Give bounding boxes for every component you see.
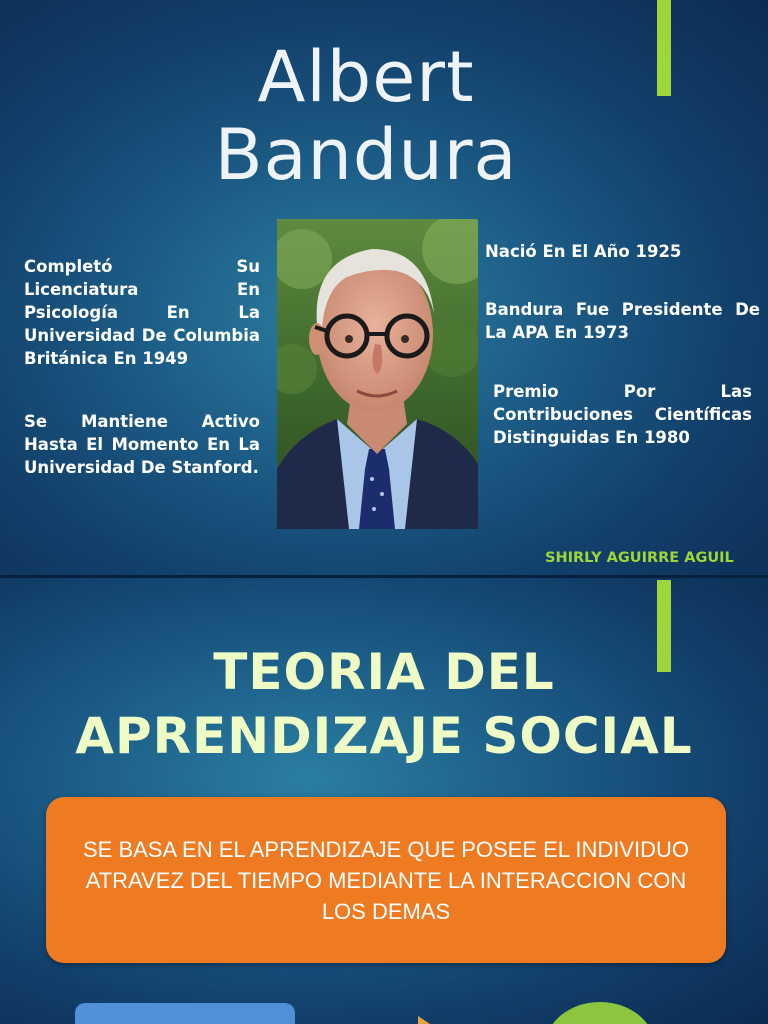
left-text-stanford: Se Mantiene Activo Hasta El Momento En La Universidad De Stanford. [24,412,260,477]
title2-line-1: TEORIA DEL [213,643,555,701]
slide2-title [0,640,768,768]
right-text-presidente: Bandura Fue Presidente De La APA En 1973 [485,300,760,342]
title-line-1: Albert [257,36,475,118]
green-circle-shape [545,1002,655,1024]
blue-box-shape [75,1003,295,1024]
title2-line-2: APRENDIZAJE SOCIAL [75,707,693,765]
right-text-premio: Premio Por Las Contribuciones Científicas Distinguidas En 1980 [493,382,752,447]
title-line-2: Bandura [214,114,518,196]
slide-title [0,38,732,194]
definition-text: SE BASA EN EL APRENDIZAJE QUE POSEE EL INDIVIDUO ATRAVEZ DEL TIEMPO MEDIANTE LA INTERACCION CON LOS DEMAS [83,836,689,924]
left-text-licenciatura: Completó Su Licenciatura En Psicología En La Universidad De Columbia Británica En 1949 [24,257,260,368]
portrait-photo [277,219,478,529]
right-text-nacio: Nació En El Año 1925 [485,242,682,261]
arrow-shape [418,1016,430,1024]
author-name: SHIRLY AGUIRRE AGUIL [545,550,734,566]
definition-box [46,797,726,963]
